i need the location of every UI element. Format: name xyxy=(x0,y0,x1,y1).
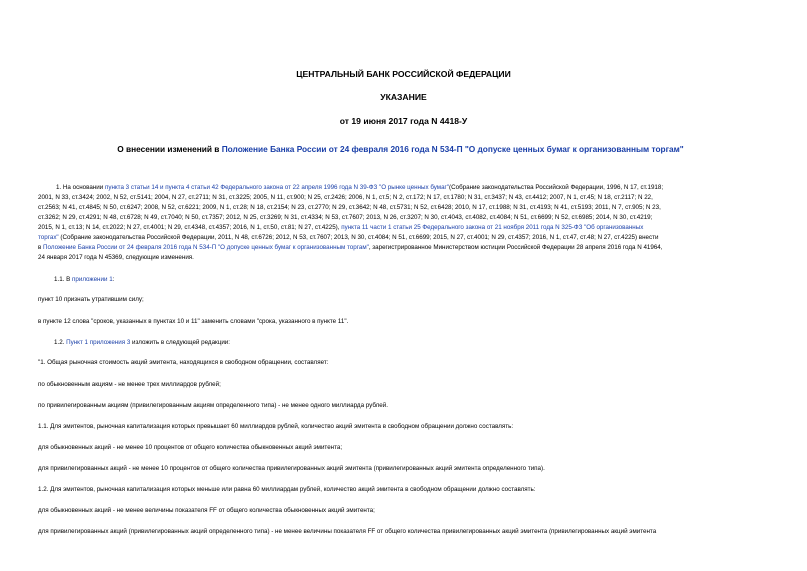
quote-line-6: для привилегированных акций - не менее 10 процентов от общего количества привилегированных акций эмитента (привилегированных акций эмитента определенного типа). xyxy=(38,465,545,472)
appendix-3-link[interactable]: Пункт 1 приложения 3 xyxy=(66,339,131,346)
para-1-line-7 xyxy=(38,244,663,252)
section-1-2-text: изложить в следующей редакции: xyxy=(130,339,231,346)
para-1-line-4: ст.3262; N 29, ст.4291; N 48, ст.6728; N 49, ст.7040; N 50, ст.7357; 2012, N 25, ст.3269; N 31, ст.4334; N 53, ст.7607; 2013, N 26, ст.3207; N 30, ст.4043, ст.4082, ст.4084; N 51, ст.6699; N 52, ст.6985; 2014, N 30, ст.4219; xyxy=(38,214,653,221)
law-325-fz-link-cont[interactable]: торгах" xyxy=(38,234,59,241)
section-1-2 xyxy=(54,339,230,347)
para-1-text: 1. На основании xyxy=(56,184,105,191)
law-325-fz-link[interactable]: пункта 11 части 1 статьи 25 Федерального закона от 21 ноября 2011 года N 325-ФЗ "Об организованных xyxy=(341,224,644,231)
quote-line-8: для обыкновенных акций - не менее величины показателя FF от общего количества обыкновенных акций эмитента; xyxy=(38,507,375,514)
para-1-line-3: ст.2563; N 41, ст.4845; N 50, ст.6247; 2008, N 52, ст.6221; 2009, N 1, ст.28; N 18, ст.2154; N 23, ст.2770; N 29, ст.3642; N 48, ст.5731; N 52, ст.6428; 2010, N 17, ст.1988; N 31, ст.4193; N 41, ст.5193; 2011, N 7, ст.905; N 23, xyxy=(38,204,661,211)
org-heading: ЦЕНТРАЛЬНЫЙ БАНК РОССИЙСКОЙ ФЕДЕРАЦИИ xyxy=(296,69,511,79)
quote-line-3: по привилегированным акциям (привилегированным акциям определенного типа) - не менее одного миллиарда рублей. xyxy=(38,402,388,409)
para-1-text: , зарегистрированное Министерством юстиции Российской Федерации 28 апреля 2016 года N 41964, xyxy=(368,244,663,251)
document-title xyxy=(0,145,801,153)
para-1-line-2: 2001, N 33, ст.3424; 2002, N 52, ст.5141; 2004, N 27, ст.2711; N 31, ст.3225; 2005, N 11, ст.900; N 25, ст.2426; 2006, N 1, ст.5; N 2, ст.172; N 17, ст.1780; N 31, ст.3437; N 43, ст.4412; 2007, N 1, ст.45; N 18, ст.2117; N 22, xyxy=(38,194,653,201)
para-1-line-5 xyxy=(38,224,643,232)
quote-line-9: для привилегированных акций (привилегированных акций определенного типа) - не менее величины показателя FF от общего количества привилегированных акций эмитента (привилегированных акций эмитента xyxy=(38,528,657,535)
item-10-text: пункт 10 признать утратившим силу; xyxy=(38,296,144,303)
section-1-1 xyxy=(54,276,114,284)
para-1-text: 2015, N 1, ст.13; N 14, ст.2022; N 27, ст.4001; N 29, ст.4348, ст.4357; 2016, N 1, ст.50, ст.81; N 27, ст.4225), xyxy=(38,224,342,231)
para-1-line-8: 24 января 2017 года N 45369, следующие изменения. xyxy=(38,254,194,261)
quote-line-1: "1. Общая рыночная стоимость акций эмитента, находящихся в свободном обращении, составляет: xyxy=(38,359,329,366)
quote-line-5: для обыкновенных акций - не менее 10 процентов от общего количества обыкновенных акций эмитента; xyxy=(38,444,343,451)
law-39-fz-link[interactable]: пункта 3 статьи 14 и пункта 4 статьи 42 Федерального закона от 22 апреля 1996 года N 39-ФЗ "О рынке ценных бумаг" xyxy=(104,184,450,191)
para-1-text: (Собрание законодательства Российской Федерации, 2011, N 48, ст.6726; 2012, N 53, ст.7607; 2013, N 30, ст.4084; N 51, ст.6699; 2015, N 27, ст.4001; N 29, ст.4357; 2016, N 1, ст.47, ст.48; N 27, ст.4225) внести xyxy=(58,234,659,241)
title-prefix: О внесении изменений в xyxy=(117,144,222,154)
quote-line-2: по обыкновенным акциям - не менее трех миллиардов рублей; xyxy=(38,381,221,388)
para-1-line-6 xyxy=(38,234,658,242)
para-1-text: в xyxy=(38,244,44,251)
doc-type-heading: УКАЗАНИЕ xyxy=(380,92,427,102)
section-1-2-text: 1.2. xyxy=(54,339,67,346)
section-1-1-text: : xyxy=(112,276,115,283)
title-link[interactable]: Положение Банка России от 24 февраля 2016 года N 534-П "О допуске ценных бумаг к организованным торгам" xyxy=(221,144,684,154)
quote-line-7: 1.2. Для эмитентов, рыночная капитализация которых меньше или равна 60 миллиардам рублей, количество акций эмитента в свободном обращении должно составлять: xyxy=(38,486,536,493)
section-1-1-text: 1.1. В xyxy=(54,276,72,283)
quote-line-4: 1.1. Для эмитентов, рыночная капитализация которых превышает 60 миллиардов рублей, количество акций эмитента в свободном обращении должно составлять: xyxy=(38,423,514,430)
item-12-text: в пункте 12 слова "сроков, указанных в пунктах 10 и 11" заменить словами "срока, указанного в пункте 11". xyxy=(38,318,349,325)
date-number-heading: от 19 июня 2017 года N 4418-У xyxy=(339,116,468,126)
regulation-534-p-link[interactable]: Положение Банка России от 24 февраля 2016 года N 534-П "О допуске ценных бумаг к организованным торгам" xyxy=(43,244,369,251)
para-1-line-1 xyxy=(56,184,663,192)
para-1-text: (Собрание законодательства Российской Федерации, 1996, N 17, ст.1918; xyxy=(449,184,664,191)
appendix-1-link[interactable]: приложении 1 xyxy=(72,276,113,283)
